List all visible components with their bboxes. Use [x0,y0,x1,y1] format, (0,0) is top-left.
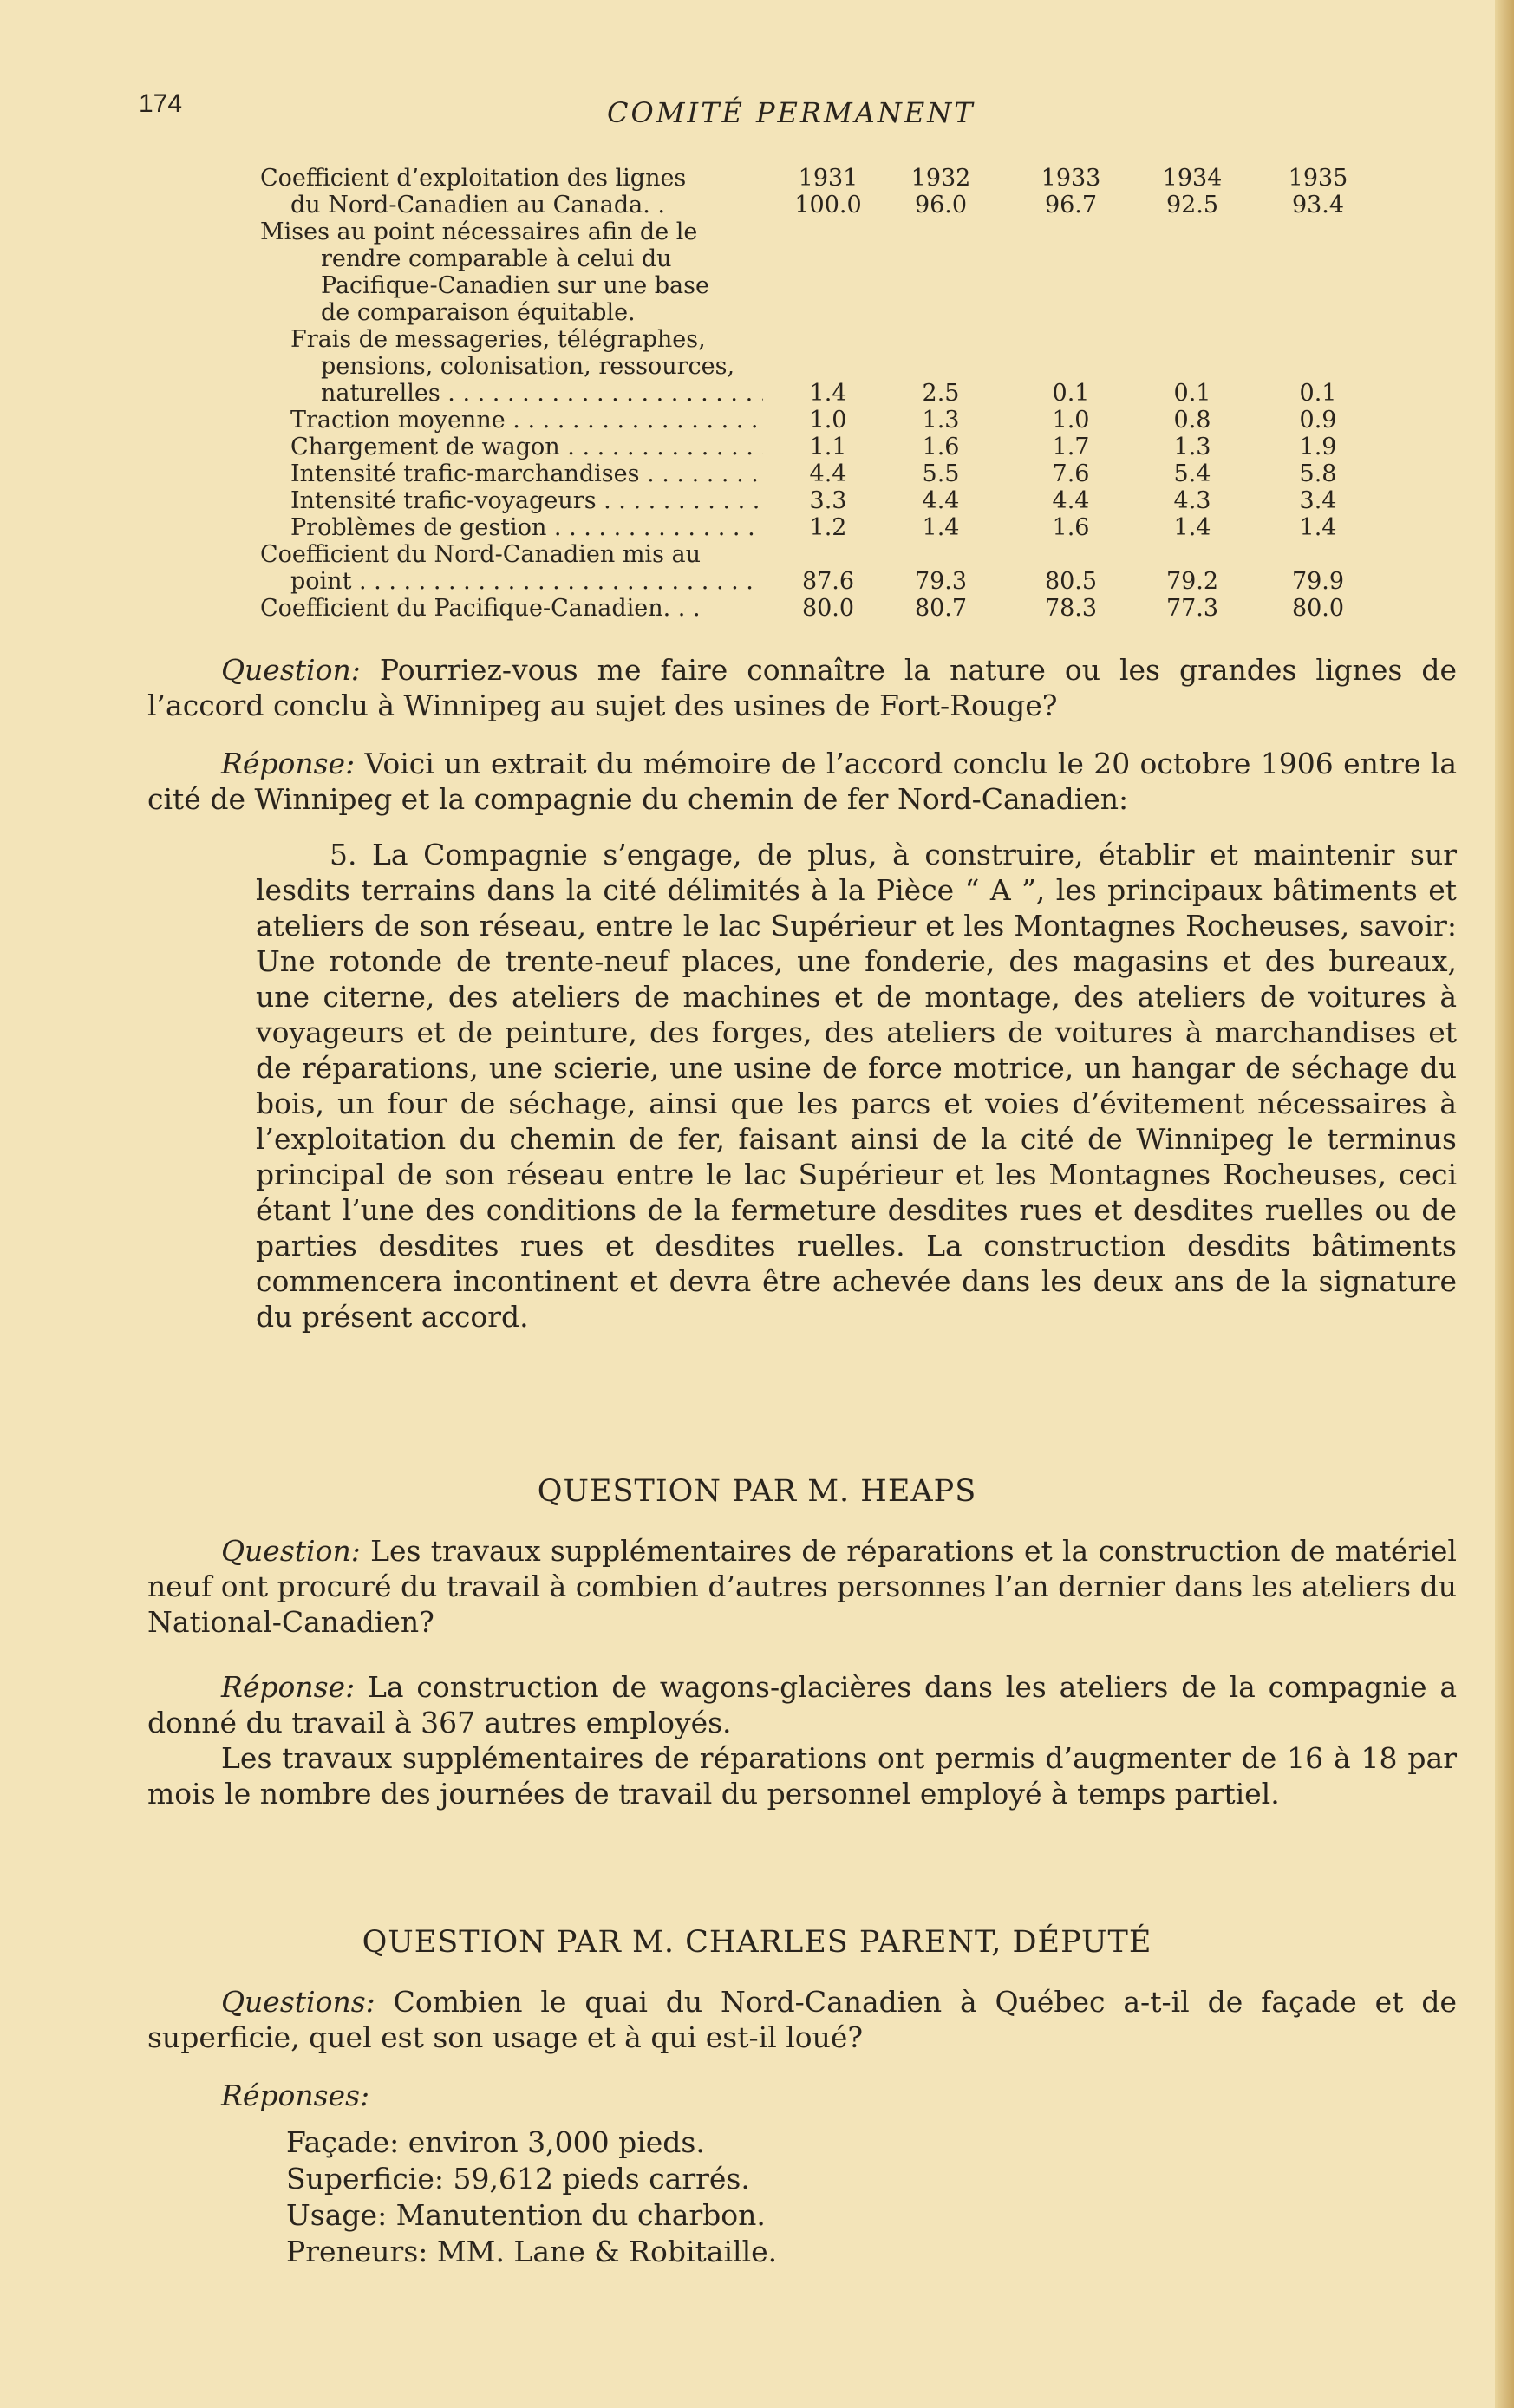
response-2 [147,1669,1457,1811]
row-label: Frais de messageries, télégraphes, [290,326,706,353]
table-cell: 1.2 [809,514,847,541]
table-cell: 3.4 [1299,487,1337,514]
table-cell: 96.7 [1044,192,1098,219]
table-cell: 80.5 [1044,568,1098,595]
table-cell: 0.8 [1173,407,1211,434]
response-label: Réponse: [221,1670,356,1704]
row-label: de comparaison équitable. [321,299,636,326]
question-1 [147,652,1457,723]
table-cell: 5.5 [922,460,960,487]
table-row [260,192,1370,219]
table-row [260,595,1370,622]
table-row [260,353,1370,380]
table-cell: 1.7 [1052,434,1090,460]
response-label: Réponses: [221,2078,370,2112]
table-cell: 1.0 [1052,407,1090,434]
row-label: pensions, colonisation, ressources, [321,353,735,380]
list-item: Façade: environ 3,000 pieds. [286,2125,705,2159]
table-cell: 1.3 [1173,434,1211,460]
year-header: 1934 [1162,165,1223,192]
table-cell: 2.5 [922,380,960,407]
table-row [260,514,1370,541]
table-cell: 0.1 [1052,380,1090,407]
table-row [260,165,1370,192]
table-row [260,219,1370,245]
page-number: 174 [139,89,183,118]
year-header: 1933 [1041,165,1101,192]
table-row [260,487,1370,514]
page-edge [1495,0,1514,2408]
year-header: 1935 [1288,165,1348,192]
table-cell: 0.1 [1299,380,1337,407]
response-text: Voici un extrait du mémoire de l’accord conclu le 20 octobre 1906 entre la cité de Winnipeg et la compagnie du chemin de fer Nord-Canadien: [147,747,1457,816]
table-row [260,299,1370,326]
table-cell: 7.6 [1052,460,1090,487]
section-heading-heaps: QUESTION PAR M. HEAPS [537,1474,977,1509]
table-row [260,407,1370,434]
table-cell: 1.4 [922,514,960,541]
response-text: La construction de wagons-glacières dans les ateliers de la compagnie a donné du travail à 367 autres employés. [147,1670,1457,1739]
table-cell: 78.3 [1044,595,1098,622]
table-cell: 79.3 [914,568,968,595]
row-label: Coefficient du Pacifique-Canadien. . . [260,595,701,622]
row-label: Chargement de wagon . . . [290,434,763,460]
question-3 [147,1984,1457,2055]
table-cell: 96.0 [914,192,968,219]
statistics-table [260,165,1370,622]
table-cell: 4.3 [1173,487,1211,514]
question-text: Pourriez-vous me faire connaître la nature ou les grandes lignes de l’accord conclu à Winnipeg au sujet des usines de Fort-Rouge? [147,653,1457,722]
table-cell: 4.4 [809,460,847,487]
table-cell: 4.4 [1052,487,1090,514]
table-cell: 93.4 [1291,192,1345,219]
row-label: point . . . [290,568,763,595]
table-cell: 1.4 [809,380,847,407]
row-label: Intensité trafic-voyageurs . . . [290,487,763,514]
row-label: Mises au point nécessaires afin de le [260,219,698,245]
table-cell: 1.4 [1173,514,1211,541]
response-label: Réponse: [221,747,356,780]
row-label: Coefficient du Nord-Canadien mis au [260,541,701,568]
table-cell: 87.6 [801,568,855,595]
table-row [260,380,1370,407]
table-cell: 1.3 [922,407,960,434]
table-row [260,326,1370,353]
list-item: Usage: Manutention du charbon. [286,2198,766,2232]
table-cell: 1.6 [1052,514,1090,541]
table-row [260,434,1370,460]
table-cell: 5.4 [1173,460,1211,487]
response-list [286,2124,777,2270]
table-row [260,272,1370,299]
table-cell: 5.8 [1299,460,1337,487]
year-header: 1931 [798,165,858,192]
table-cell: 1.9 [1299,434,1337,460]
table-cell: 1.6 [922,434,960,460]
table-cell: 79.9 [1291,568,1345,595]
list-item: Superficie: 59,612 pieds carrés. [286,2162,750,2196]
question-text: Combien le quai du Nord-Canadien à Québec a-t-il de façade et de superficie, quel est son usage et à qui est-il loué? [147,1985,1457,2054]
question-text: Les travaux supplémentaires de réparations et la construction de matériel neuf ont procuré du travail à combien d’autres personnes l’an dernier dans les ateliers du National-Canadien? [147,1534,1457,1639]
table-cell: 79.2 [1165,568,1219,595]
table-cell: 3.3 [809,487,847,514]
question-2 [147,1533,1457,1640]
row-label: du Nord-Canadien au Canada. . [290,192,665,219]
table-cell: 4.4 [922,487,960,514]
table-row [260,541,1370,568]
table-row [260,460,1370,487]
table-cell: 80.7 [914,595,968,622]
table-row [260,245,1370,272]
page-header [139,89,1405,141]
running-title: COMITÉ PERMANENT [607,96,976,129]
table-cell: 100.0 [794,192,862,219]
row-label: Intensité trafic-marchandises . . . [290,460,763,487]
response-3 [147,2078,1457,2113]
table-cell: 1.0 [809,407,847,434]
table-cell: 77.3 [1165,595,1219,622]
table-cell: 1.1 [809,434,847,460]
row-label: Pacifique-Canadien sur une base [321,272,709,299]
table-cell: 0.1 [1173,380,1211,407]
table-row [260,568,1370,595]
section-heading-parent: QUESTION PAR M. CHARLES PARENT, DÉPUTÉ [362,1925,1152,1960]
question-label: Question: [221,1534,361,1568]
question-label: Question: [221,653,361,687]
agreement-extract: 5. La Compagnie s’engage, de plus, à construire, établir et maintenir sur lesdits terrains dans la cité délimités à la Pièce “ A ”, les principaux bâtiments et ateliers de son réseau, entre le lac Supérieur et les Montagnes Rocheuses, savoir: Une rotonde de trente-neuf places, une fonderie, des magasins et des bureaux, une citerne, des ateliers de machines et de montage, des ateliers de voitures à voyageurs et de peinture, des forges, des ateliers de voitures à marchandises et de réparations, une scierie, une usine de force motrice, un hangar de séchage du bois, un four de séchage, ainsi que les parcs et voies d’évitement nécessaires à l’exploitation du chemin de fer, faisant ainsi de la cité de Winnipeg le terminus principal de son réseau entre le lac Supérieur et les Montagnes Rocheuses, ceci étant l’une des conditions de la fermeture desdites rues et desdites ruelles ou de parties desdites rues et desdites ruelles. La construction desdits bâtiments commencera incontinent et devra être achevée dans les deux ans de la signature du présent accord. [256,838,1457,1334]
question-label: Questions: [221,1985,375,2019]
row-label: naturelles . . . [321,380,763,407]
response-text-2: Les travaux supplémentaires de réparations ont permis d’augmenter de 16 à 18 par mois le nombre des journées de travail du personnel employé à temps partiel. [147,1741,1457,1811]
response-1 [147,746,1457,817]
table-cell: 92.5 [1165,192,1219,219]
row-label: rendre comparable à celui du [321,245,672,272]
row-label: Coefficient d’exploitation des lignes [260,165,687,192]
row-label: Problèmes de gestion . . . [290,514,763,541]
year-header: 1932 [910,165,971,192]
table-cell: 80.0 [1291,595,1345,622]
table-cell: 80.0 [801,595,855,622]
table-cell: 1.4 [1299,514,1337,541]
list-item: Preneurs: MM. Lane & Robitaille. [286,2235,778,2268]
table-cell: 0.9 [1299,407,1337,434]
row-label: Traction moyenne . . . [290,407,763,434]
